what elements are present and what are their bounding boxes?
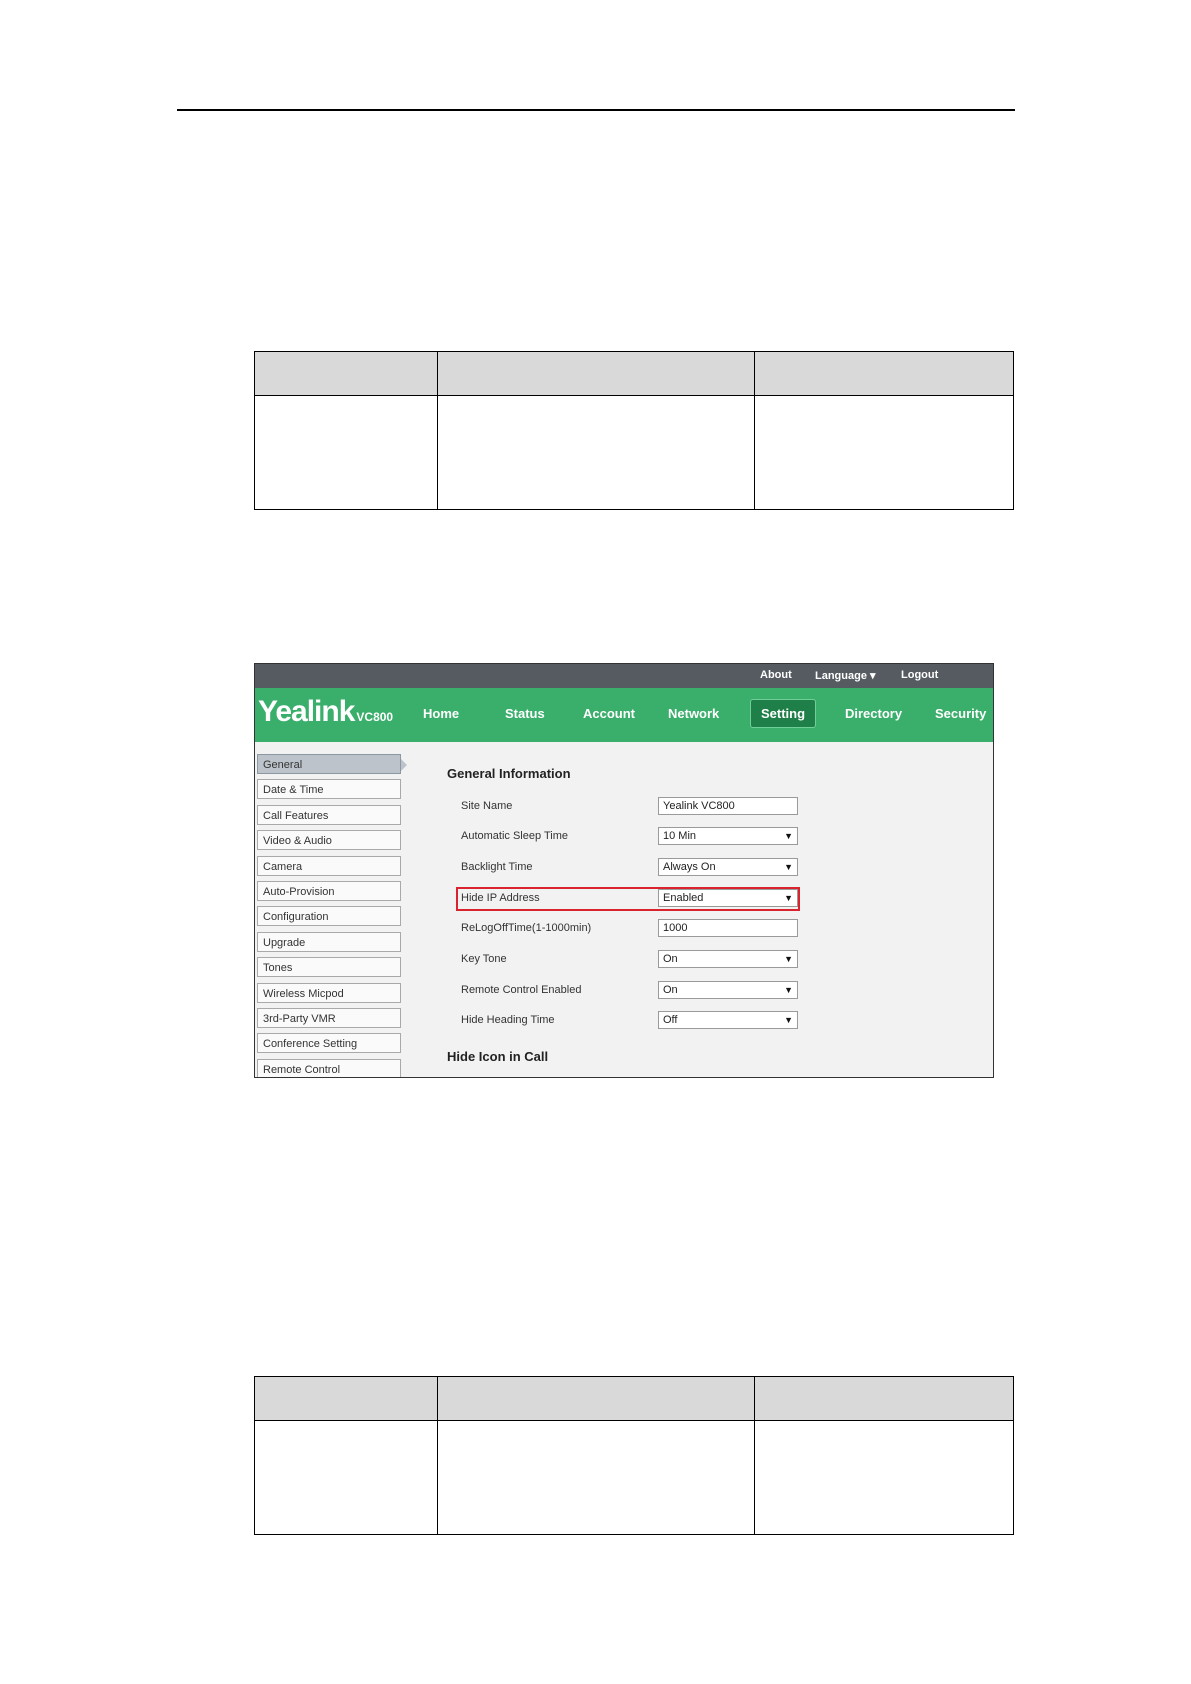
site-name-input[interactable] — [658, 797, 798, 815]
key-tone-value: On — [663, 953, 678, 965]
parameter-table-bottom — [254, 1376, 1014, 1535]
sidebar-item-conference-setting[interactable]: Conference Setting — [257, 1033, 401, 1053]
brand-model: VC800 — [356, 710, 394, 724]
relogofftime-input[interactable] — [658, 919, 798, 937]
label-relogofftime: ReLogOffTime(1-1000min) — [461, 922, 592, 934]
table-header-row — [255, 1377, 1014, 1421]
sidebar-item-upgrade[interactable]: Upgrade — [257, 932, 401, 952]
logout-link[interactable]: Logout — [901, 669, 939, 681]
table-row — [255, 1421, 1014, 1535]
label-site-name: Site Name — [461, 800, 513, 812]
table-header-cell — [755, 1377, 1014, 1421]
key-tone-select[interactable] — [658, 950, 798, 968]
hide-ip-address-value: Enabled — [663, 892, 704, 904]
sidebar-item-auto-provision[interactable]: Auto-Provision — [257, 881, 401, 901]
nav-account[interactable]: Account — [583, 706, 635, 721]
hide-heading-time-value: Off — [663, 1014, 678, 1026]
sidebar-item-wireless-micpod[interactable]: Wireless Micpod — [257, 983, 401, 1003]
nav-security[interactable]: Security — [935, 706, 987, 721]
nav-setting[interactable]: Setting — [750, 699, 816, 728]
label-hide-ip-address: Hide IP Address — [461, 892, 540, 904]
hide-heading-time-select[interactable] — [658, 1011, 798, 1029]
top-utility-bar — [255, 664, 993, 688]
table-cell — [255, 1421, 438, 1535]
automatic-sleep-time-value: 10 Min — [663, 830, 697, 842]
table-cell — [438, 396, 755, 510]
language-menu[interactable]: Language ▾ — [815, 670, 876, 682]
sidebar-item-date-time[interactable]: Date & Time — [257, 779, 401, 799]
label-key-tone: Key Tone — [461, 953, 507, 965]
nav-home[interactable]: Home — [423, 706, 460, 721]
nav-network[interactable]: Network — [668, 706, 720, 721]
remote-control-enabled-value: On — [663, 984, 678, 996]
chevron-down-icon: ▼ — [784, 831, 793, 841]
main-nav-bar — [255, 688, 993, 742]
automatic-sleep-time-select[interactable] — [658, 827, 798, 845]
sidebar-item-configuration[interactable]: Configuration — [257, 906, 401, 926]
section-title-general-information: General Information — [447, 766, 571, 781]
relogofftime-value: 1000 — [663, 922, 688, 934]
remote-control-enabled-select[interactable] — [658, 981, 798, 999]
parameter-table-top — [254, 351, 1014, 510]
sidebar-item-remote-control[interactable]: Remote Control — [257, 1059, 401, 1078]
sidebar-item-general[interactable]: General — [257, 754, 401, 774]
settings-sidebar — [257, 754, 401, 1078]
backlight-time-value: Always On — [663, 861, 716, 873]
table-cell — [755, 396, 1014, 510]
table-cell — [255, 396, 438, 510]
table-header-cell — [255, 1377, 438, 1421]
hide-ip-address-select[interactable] — [658, 889, 798, 907]
chevron-down-icon: ▼ — [784, 1015, 793, 1025]
table-header-row — [255, 352, 1014, 396]
header-rule — [177, 109, 1015, 111]
chevron-down-icon: ▼ — [784, 954, 793, 964]
chevron-down-icon: ▼ — [784, 985, 793, 995]
sidebar-item-3rd-party-vmr[interactable]: 3rd-Party VMR — [257, 1008, 401, 1028]
sidebar-item-video-audio[interactable]: Video & Audio — [257, 830, 401, 850]
section-title-hide-icon-in-call: Hide Icon in Call — [447, 1049, 549, 1064]
label-automatic-sleep-time: Automatic Sleep Time — [461, 830, 568, 842]
sidebar-item-tones[interactable]: Tones — [257, 957, 401, 977]
chevron-down-icon: ▼ — [784, 893, 793, 903]
sidebar-item-call-features[interactable]: Call Features — [257, 805, 401, 825]
label-backlight-time: Backlight Time — [461, 861, 533, 873]
site-name-value: Yealink VC800 — [663, 800, 735, 812]
sidebar-item-camera[interactable]: Camera — [257, 856, 401, 876]
nav-directory[interactable]: Directory — [845, 706, 903, 721]
web-ui-screenshot — [254, 663, 994, 1078]
about-link[interactable]: About — [760, 669, 792, 681]
table-header-cell — [255, 352, 438, 396]
chevron-down-icon: ▼ — [784, 862, 793, 872]
yealink-logo — [258, 695, 393, 729]
brand-name: Yealink — [258, 695, 355, 728]
label-remote-control-enabled: Remote Control Enabled — [461, 984, 582, 996]
table-row — [255, 396, 1014, 510]
nav-status[interactable]: Status — [505, 706, 545, 721]
table-cell — [755, 1421, 1014, 1535]
table-header-cell — [438, 1377, 755, 1421]
table-header-cell — [438, 352, 755, 396]
backlight-time-select[interactable] — [658, 858, 798, 876]
label-hide-heading-time: Hide Heading Time — [461, 1014, 555, 1026]
table-cell — [438, 1421, 755, 1535]
table-header-cell — [755, 352, 1014, 396]
